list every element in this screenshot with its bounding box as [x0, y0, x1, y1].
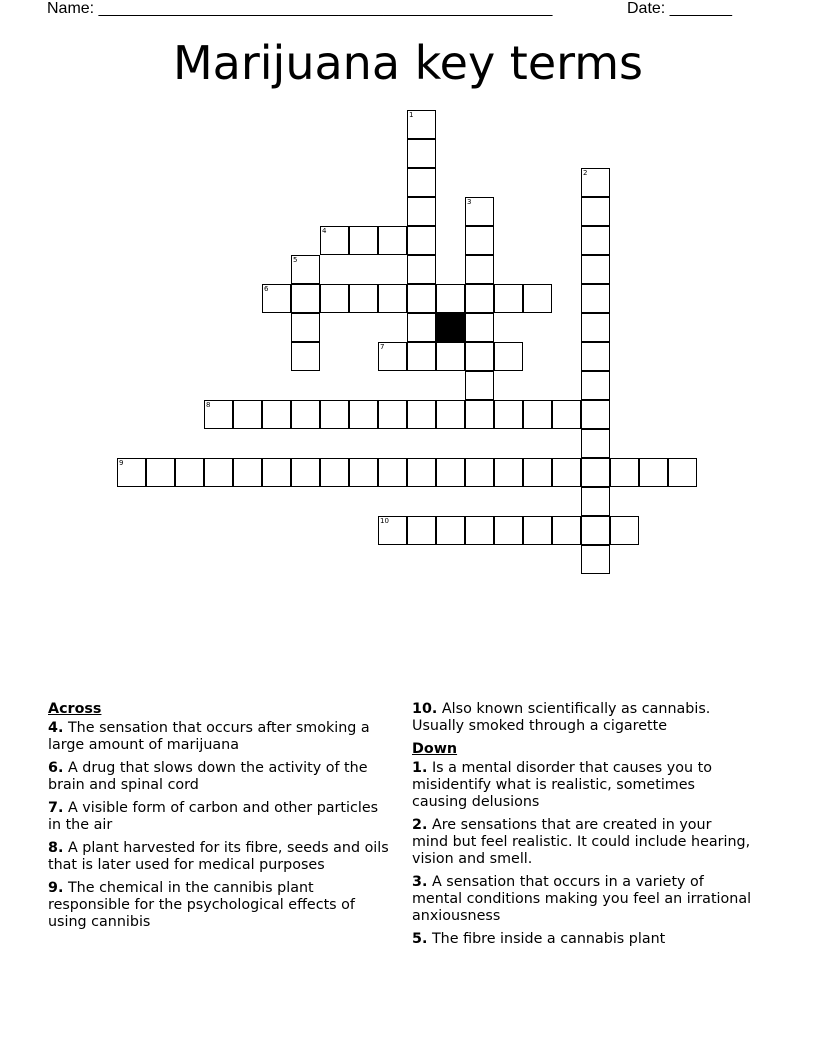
grid-cell[interactable]: [465, 313, 494, 342]
clue-number: 8.: [48, 840, 64, 856]
grid-cell[interactable]: [552, 516, 581, 545]
grid-cell[interactable]: [204, 458, 233, 487]
grid-cell[interactable]: [465, 197, 494, 226]
grid-cell[interactable]: [581, 284, 610, 313]
grid-cell[interactable]: [581, 371, 610, 400]
grid-cell[interactable]: [465, 255, 494, 284]
grid-cell[interactable]: [407, 255, 436, 284]
blocked-cell: [436, 313, 465, 342]
clue-number: 10.: [412, 701, 438, 717]
clue-number: 1.: [412, 760, 428, 776]
clue-number: 5.: [412, 931, 428, 947]
grid-cell[interactable]: [262, 400, 291, 429]
grid-cell[interactable]: [233, 458, 262, 487]
grid-cell[interactable]: [262, 458, 291, 487]
grid-cell[interactable]: [378, 342, 407, 371]
across-clue-7: [48, 800, 393, 834]
clue-number: 7.: [48, 800, 64, 816]
clue-text: The chemical in the cannibis plant responsible for the psychological effects of using cannibis: [48, 880, 355, 930]
grid-cell[interactable]: [523, 458, 552, 487]
grid-cell[interactable]: [407, 516, 436, 545]
grid-cell[interactable]: [436, 400, 465, 429]
grid-cell[interactable]: [581, 545, 610, 574]
grid-cell[interactable]: [349, 458, 378, 487]
grid-cell[interactable]: [494, 458, 523, 487]
cell-number: 9: [119, 459, 124, 467]
date-field[interactable]: Date: _______: [627, 0, 732, 17]
grid-cell[interactable]: [639, 458, 668, 487]
grid-cell[interactable]: [494, 400, 523, 429]
grid-cell[interactable]: [407, 458, 436, 487]
grid-cell[interactable]: [581, 429, 610, 458]
grid-cell[interactable]: [291, 255, 320, 284]
grid-cell[interactable]: [407, 313, 436, 342]
grid-cell[interactable]: [581, 226, 610, 255]
grid-cell[interactable]: [581, 168, 610, 197]
grid-cell[interactable]: [204, 400, 233, 429]
across-heading: Across: [48, 701, 102, 717]
cell-number: 1: [409, 111, 414, 119]
grid-cell[interactable]: [523, 516, 552, 545]
grid-cell[interactable]: [494, 516, 523, 545]
grid-cell[interactable]: [349, 226, 378, 255]
down-clue-1: [412, 760, 752, 811]
grid-cell[interactable]: [175, 458, 204, 487]
grid-cell[interactable]: [291, 400, 320, 429]
grid-cell[interactable]: [378, 226, 407, 255]
grid-cell[interactable]: [523, 400, 552, 429]
grid-cell[interactable]: [610, 516, 639, 545]
down-heading: Down: [412, 741, 458, 757]
grid-cell[interactable]: [494, 284, 523, 313]
clue-text: Also known scientifically as cannabis. Usually smoked through a cigarette: [412, 701, 711, 734]
cell-number: 10: [380, 517, 389, 525]
grid-cell[interactable]: [349, 400, 378, 429]
grid-cell[interactable]: [320, 458, 349, 487]
grid-cell[interactable]: [552, 458, 581, 487]
cell-number: 4: [322, 227, 327, 235]
clues-right-column: [412, 701, 752, 954]
down-clue-3: [412, 874, 752, 925]
grid-cell[interactable]: [581, 458, 610, 487]
grid-cell[interactable]: [465, 400, 494, 429]
grid-cell[interactable]: [291, 313, 320, 342]
grid-cell[interactable]: [291, 342, 320, 371]
cell-number: 2: [583, 169, 588, 177]
cell-number: 8: [206, 401, 211, 409]
grid-cell[interactable]: [407, 139, 436, 168]
grid-cell[interactable]: [407, 168, 436, 197]
clue-number: 2.: [412, 817, 428, 833]
down-clue-2: [412, 817, 752, 868]
across-clue-9: [48, 880, 393, 931]
grid-cell[interactable]: [436, 342, 465, 371]
clue-text: A sensation that occurs in a variety of mental conditions making you feel an irrational anxiousness: [412, 874, 752, 924]
down-clue-5: [412, 931, 752, 948]
grid-cell[interactable]: [378, 516, 407, 545]
grid-cell[interactable]: [581, 516, 610, 545]
grid-cell[interactable]: [378, 400, 407, 429]
grid-cell[interactable]: [378, 458, 407, 487]
clue-text: Is a mental disorder that causes you to misidentify what is realistic, sometimes causing delusions: [412, 760, 712, 810]
clue-number: 6.: [48, 760, 64, 776]
grid-cell[interactable]: [262, 284, 291, 313]
grid-cell[interactable]: [291, 284, 320, 313]
across-clue-10: [412, 701, 752, 735]
grid-cell[interactable]: [581, 487, 610, 516]
grid-cell[interactable]: [465, 371, 494, 400]
grid-cell[interactable]: [407, 197, 436, 226]
cell-number: 5: [293, 256, 298, 264]
grid-cell[interactable]: [581, 255, 610, 284]
grid-cell[interactable]: [378, 284, 407, 313]
page-title: Marijuana key terms: [172, 36, 644, 90]
cell-number: 7: [380, 343, 385, 351]
grid-cell[interactable]: [581, 342, 610, 371]
cell-number: 6: [264, 285, 269, 293]
name-field[interactable]: Name: ___________________________________________________: [47, 0, 553, 17]
grid-cell[interactable]: [465, 516, 494, 545]
grid-cell[interactable]: [233, 400, 262, 429]
clue-text: The sensation that occurs after smoking a large amount of marijuana: [48, 720, 370, 753]
grid-cell[interactable]: [581, 197, 610, 226]
clue-text: A plant harvested for its fibre, seeds and oils that is later used for medical purposes: [48, 840, 389, 873]
grid-cell[interactable]: [407, 284, 436, 313]
grid-cell[interactable]: [610, 458, 639, 487]
clue-text: Are sensations that are created in your mind but feel realistic. It could include hearing, vision and smell.: [412, 817, 751, 867]
grid-cell[interactable]: [494, 342, 523, 371]
grid-cell[interactable]: [465, 458, 494, 487]
grid-cell[interactable]: [465, 226, 494, 255]
grid-cell[interactable]: [146, 458, 175, 487]
clues-left-column: [48, 701, 393, 937]
grid-cell[interactable]: [436, 516, 465, 545]
across-clue-4: [48, 720, 393, 754]
grid-cell[interactable]: [552, 400, 581, 429]
clue-number: 9.: [48, 880, 64, 896]
grid-cell[interactable]: [407, 226, 436, 255]
cell-number: 3: [467, 198, 472, 206]
grid-cell[interactable]: [523, 284, 552, 313]
clue-text: The fibre inside a cannabis plant: [431, 931, 666, 947]
grid-cell[interactable]: [407, 342, 436, 371]
grid-cell[interactable]: [291, 458, 320, 487]
grid-cell[interactable]: [436, 284, 465, 313]
grid-cell[interactable]: [320, 400, 349, 429]
grid-cell[interactable]: [668, 458, 697, 487]
clue-number: 3.: [412, 874, 428, 890]
across-clue-8: [48, 840, 393, 874]
grid-cell[interactable]: [581, 400, 610, 429]
grid-cell[interactable]: [320, 226, 349, 255]
grid-cell[interactable]: [465, 284, 494, 313]
clue-text: A visible form of carbon and other particles in the air: [48, 800, 379, 833]
clue-number: 4.: [48, 720, 64, 736]
grid-cell[interactable]: [465, 342, 494, 371]
grid-cell[interactable]: [407, 400, 436, 429]
grid-cell[interactable]: [320, 284, 349, 313]
grid-cell[interactable]: [436, 458, 465, 487]
grid-cell[interactable]: [407, 110, 436, 139]
grid-cell[interactable]: [349, 284, 378, 313]
across-clue-6: [48, 760, 393, 794]
clue-text: A drug that slows down the activity of the brain and spinal cord: [48, 760, 368, 793]
grid-cell[interactable]: [117, 458, 146, 487]
grid-cell[interactable]: [581, 313, 610, 342]
